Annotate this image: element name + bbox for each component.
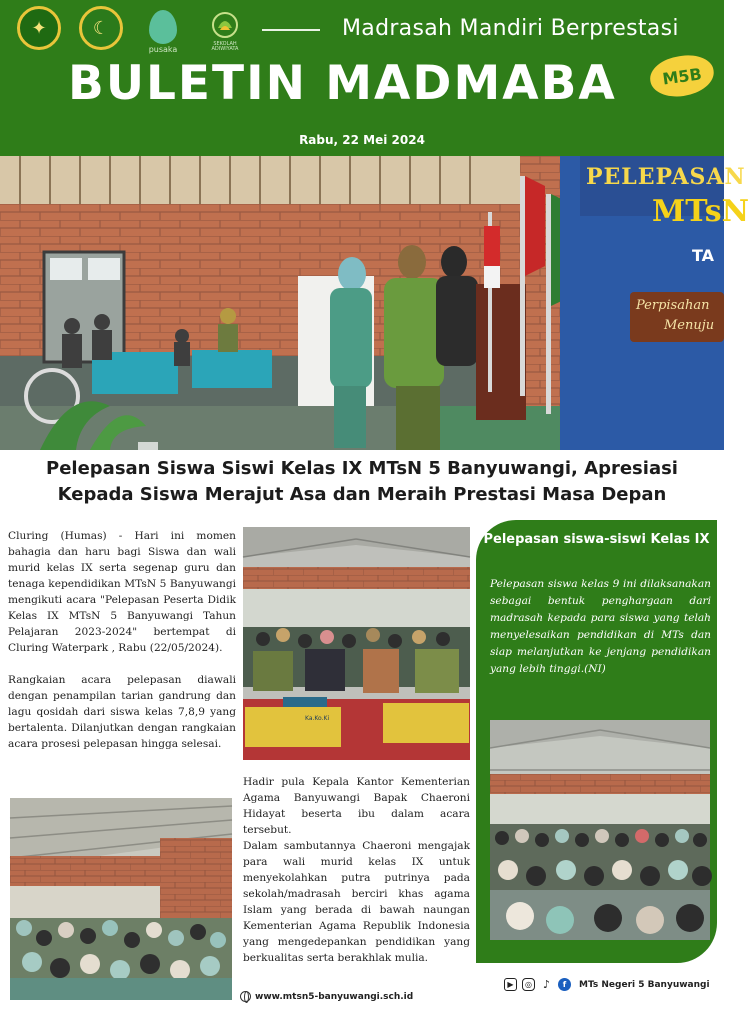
banner-text-mtsn: MTsN [652,194,749,229]
social-media-row [504,978,710,991]
podium-label: Ka.Ko.Ki [305,715,330,722]
guests-photo [243,527,470,760]
tagline-divider [262,29,320,31]
audience-photo [490,720,710,940]
facebook-icon[interactable]: f [558,978,571,991]
sidebar-text: Pelepasan siswa kelas 9 ini dilaksanakan sebagai bentuk penghargaan dari madrasah kepada para siswa yang telah menyelesaikan pendidikan di MTs dan siap melanjutkan ke jenjang pendidikan yang lebih tinggi.(NI) [490,578,711,675]
article-paragraph: Cluring (Humas) - Hari ini momen bahagia dan haru bagi Siswa dan wali murid kelas IX serta segenap guru dan tenaga kependidikan MTsN 5 Banyuwangi mengikuti acara "Pelepasan Peserta Didik Kelas IX MTsN 5 Banyuwangi Tahun Pelajaran 2023-2024" bertempat di Cluring Waterpark , Rabu (22/05/2024). [8,530,236,654]
banner-text-perpisahan: Perpisahan [636,298,710,313]
pusaka-logo-icon [138,6,188,56]
article-paragraph: Rangkaian acara pelepasan diawali dengan penampilan tarian gandrung dan lagu qosidah dari siswa kelas 7,8,9 yang bertalenta. Dilanjutkan dengan rangkaian acara prosesi pelepasan hingga selesai. [8,674,236,750]
hero-photo [0,156,749,450]
article-paragraph: Hadir pula Kepala Kantor Kementerian Agama Banyuwangi Bapak Chaeroni Hidayat beserta ibu dalam acara tersebut. [243,776,470,836]
issue-date: Rabu, 22 Mei 2024 [299,133,425,147]
sekolah-adiwiyata-logo-icon [200,6,250,56]
globe-icon [240,991,251,1002]
website-link[interactable] [240,991,413,1002]
masthead-header [0,0,724,156]
banner-text-menuju: Menuju [664,318,715,333]
kemenag-logo-icon: ✦ [14,6,64,56]
adiwiyata-logo-caption: SEKOLAH ADIWIYATA [211,41,239,52]
article-column-1 [8,528,236,752]
m5b-badge: M5B [648,52,717,101]
bulletin-title: BULETIN MADMABA [68,56,617,111]
students-photo [10,798,232,1000]
madrasah-logo-icon: ☾ [76,6,126,56]
banner-text-ta: TA [692,246,715,265]
instagram-icon[interactable]: ◎ [522,978,535,991]
pusaka-logo-caption: pusaka [148,45,178,54]
sidebar-title: Pelepasan siswa-siswi Kelas IX [483,532,710,547]
website-url[interactable]: www.mtsn5-banyuwangi.sch.id [255,991,414,1002]
sidebar-box [476,520,717,963]
article-column-2 [243,774,470,966]
youtube-icon[interactable]: ▶ [504,978,517,991]
banner-text-pelepasan: PELEPASAN [586,164,746,190]
article-headline: Pelepasan Siswa Siswi Kelas IX MTsN 5 Banyuwangi, Apresiasi Kepada Siswa Merajut Asa dan Meraih Prestasi Masa Depan [46,458,678,505]
social-account-name: MTs Negeri 5 Banyuwangi [579,979,710,990]
tiktok-icon[interactable]: ♪ [542,978,551,991]
logo-row [14,6,250,56]
tagline: Madrasah Mandiri Berprestasi [342,16,679,41]
article-paragraph: Dalam sambutannya Chaeroni mengajak para wali murid kelas IX untuk menyekolahkan putra putrinya pada sekolah/madrasah berciri khas agama Islam yang berada di bawah naungan Kementerian Agama Republik Indonesia yang mengedepankan pendidikan yang berkualitas serta berakhlak mulia. [243,840,470,964]
